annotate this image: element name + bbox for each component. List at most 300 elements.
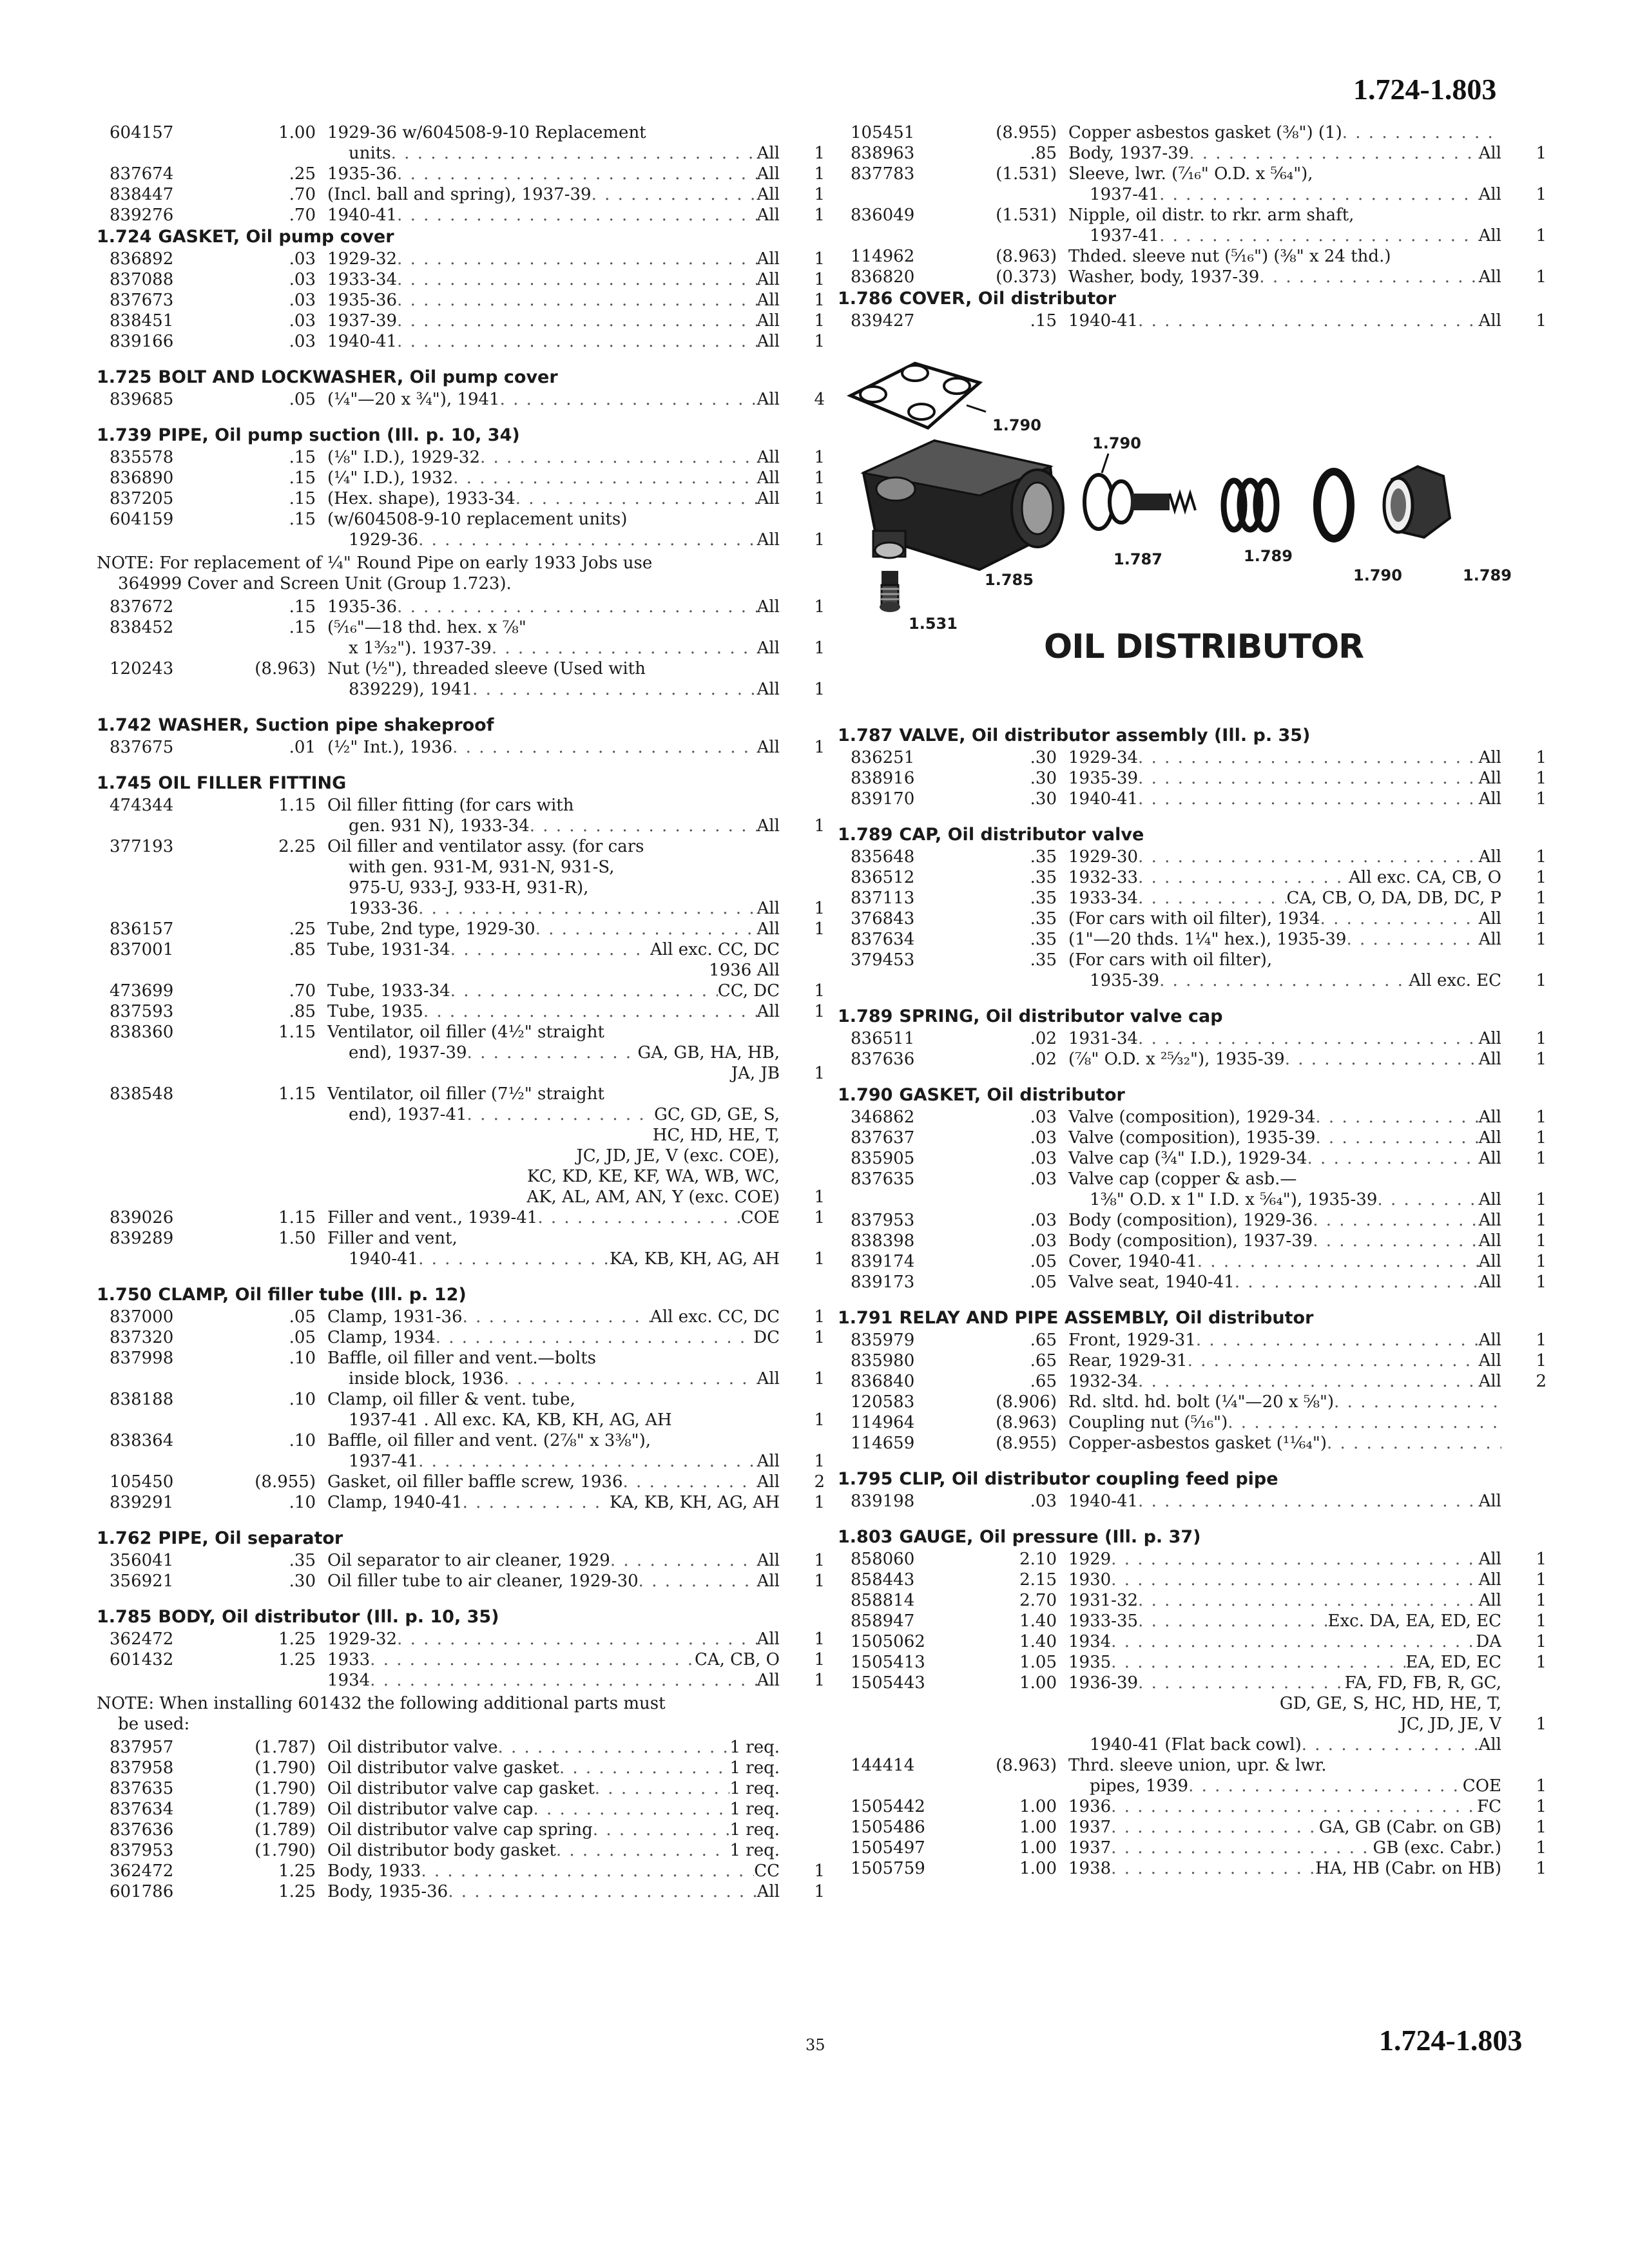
parts-table: [838, 1549, 1547, 1879]
part-description: 1934: [1068, 1632, 1112, 1651]
part-quantity: 1: [814, 1629, 825, 1649]
part-description-cell: [327, 1550, 780, 1571]
part-description: Oil separator to air cleaner, 1929: [327, 1551, 610, 1570]
part-price: 1.25: [278, 1882, 316, 1901]
part-price: .03: [289, 311, 316, 331]
part-description-cell: [1068, 1433, 1501, 1454]
part-price: .02: [1030, 1029, 1057, 1048]
part-application: COE: [1462, 1776, 1501, 1796]
part-price: .35: [1030, 909, 1057, 928]
dot-leader: [397, 249, 757, 269]
parts-section: [97, 226, 825, 352]
illustration-title: OIL DISTRIBUTOR: [1044, 628, 1364, 666]
part-row: [97, 1799, 825, 1820]
part-description-cell: [1068, 1189, 1501, 1210]
description-line: [327, 1492, 780, 1513]
part-quantity: [780, 617, 825, 638]
part-number: [97, 1125, 238, 1146]
part-quantity: 1: [1536, 1252, 1547, 1271]
part-price: .05: [289, 1307, 316, 1327]
dot-leader: [1159, 226, 1478, 246]
part-number: [838, 970, 979, 991]
description-line: [327, 1737, 780, 1758]
part-application: All: [757, 332, 780, 351]
description-line: [327, 1649, 780, 1670]
parts-table: [97, 249, 825, 352]
part-row: [97, 617, 825, 638]
description-line: [327, 164, 780, 184]
distributor-body-icon: [863, 441, 1063, 570]
part-description: Body, 1933: [327, 1861, 421, 1881]
part-application: FA, FD, FB, R, GC,: [1344, 1673, 1501, 1693]
dot-leader: [1138, 1371, 1479, 1392]
part-description: Baffle, oil filler and vent. (2⅞" x 3⅜"),: [327, 1431, 651, 1450]
dot-leader: [1315, 1107, 1478, 1128]
description-line: [327, 919, 780, 939]
dot-leader: [1138, 1611, 1327, 1631]
part-application: FC: [1477, 1797, 1501, 1816]
part-application: AK, AL, AM, AN, Y (exc. COE): [526, 1187, 780, 1207]
part-description: Oil filler fitting (for cars with: [327, 796, 574, 815]
description-line: [327, 816, 780, 836]
part-row: [97, 1043, 825, 1063]
part-description-cell: [1068, 1231, 1501, 1251]
part-description: Body, 1937-39: [1068, 144, 1190, 163]
dot-leader: [537, 1207, 740, 1228]
part-application: COE: [740, 1208, 780, 1227]
dot-leader: [500, 389, 757, 410]
part-number: [97, 143, 238, 164]
part-description-cell: [327, 795, 780, 816]
part-row: [838, 747, 1547, 768]
part-row: [97, 1104, 825, 1125]
section-title: SPRING, Oil distributor valve cap: [899, 1006, 1223, 1026]
part-application: All exc. CA, CB, O: [1349, 868, 1501, 887]
part-description: inside block, 1936: [327, 1369, 504, 1389]
section-heading: [97, 1606, 825, 1629]
part-application: HA, HB (Cabr. on HB): [1315, 1859, 1501, 1878]
part-row: [97, 1472, 825, 1492]
part-quantity: 1: [1536, 267, 1547, 287]
part-row: [838, 205, 1547, 226]
part-description: (½" Int.), 1936: [327, 738, 453, 757]
description-line: [327, 857, 780, 878]
part-description: Valve cap (¾" I.D.), 1929-34: [1068, 1149, 1307, 1168]
part-description: Tube, 2nd type, 1929-30: [327, 919, 535, 939]
part-quantity: [1501, 1673, 1547, 1693]
part-row: [838, 246, 1547, 267]
dot-leader: [1320, 908, 1479, 929]
part-description: (¼" I.D.), 1932: [327, 468, 454, 488]
dot-leader: [1259, 267, 1478, 287]
part-number: 376843: [851, 909, 915, 928]
part-price: 1.25: [278, 1861, 316, 1881]
right-sections-a: [838, 287, 1547, 331]
part-application: All: [757, 639, 780, 658]
dot-leader: [397, 597, 757, 617]
description-line: [1068, 1231, 1501, 1251]
section-heading: [97, 714, 825, 737]
part-description: 1937-41: [327, 1452, 419, 1471]
description-line: [1068, 1148, 1501, 1169]
description-line: [327, 1550, 780, 1571]
part-row: [97, 981, 825, 1001]
part-quantity: 1: [1536, 1776, 1547, 1796]
part-description: Oil distributor valve cap: [327, 1800, 534, 1819]
part-description-cell: [1068, 1251, 1501, 1272]
part-row: [97, 1758, 825, 1778]
part-row: [97, 1001, 825, 1022]
description-line: [327, 1228, 780, 1249]
part-description: Tube, 1931-34: [327, 940, 450, 959]
part-number: 837593: [110, 1002, 174, 1021]
part-number: [97, 638, 238, 658]
callout-label: 1.790: [992, 416, 1041, 434]
part-description: 1940-41: [1068, 311, 1139, 331]
part-row: [838, 1107, 1547, 1128]
section-heading: [838, 1307, 1547, 1330]
part-description-cell: [1068, 1169, 1501, 1189]
part-row: [97, 530, 825, 550]
part-description-cell: [327, 981, 780, 1001]
part-application: All: [757, 919, 780, 939]
part-description-cell: [1068, 1350, 1501, 1371]
description-line: [327, 1778, 780, 1799]
part-price: 1.40: [1019, 1632, 1057, 1651]
part-description-cell: [1068, 1549, 1501, 1570]
part-description: (Incl. ball and spring), 1937-39: [327, 185, 592, 204]
part-quantity: [1501, 246, 1547, 267]
part-description-cell: [327, 143, 780, 164]
part-quantity: 1: [814, 680, 825, 699]
dot-leader: [1138, 747, 1479, 768]
part-number: 836511: [851, 1029, 915, 1048]
part-row: [838, 164, 1547, 184]
part-row: [97, 1410, 825, 1430]
part-number: 836157: [110, 919, 174, 939]
part-number: [97, 530, 238, 550]
part-quantity: 1: [814, 1861, 825, 1881]
part-description: Ventilator, oil filler (7½" straight: [327, 1084, 604, 1104]
part-description-cell: [327, 205, 780, 226]
parts-section: [838, 823, 1547, 991]
part-application: CC, DC: [717, 981, 780, 1001]
part-quantity: 1: [1536, 909, 1547, 928]
section-number: 1.789: [838, 825, 893, 845]
part-number: 604159: [110, 510, 174, 529]
part-description: Clamp, 1934: [327, 1328, 436, 1347]
part-application: All: [1478, 1273, 1501, 1292]
part-description: 1940-41: [327, 1249, 419, 1269]
part-quantity: 1: [814, 468, 825, 488]
part-number: [838, 1714, 979, 1735]
part-description-cell: [327, 1861, 780, 1881]
parts-table: [838, 311, 1547, 331]
part-price: .03: [1030, 1211, 1057, 1230]
part-row: [838, 1169, 1547, 1189]
part-quantity: 1: [814, 1208, 825, 1227]
part-quantity: 1: [814, 597, 825, 617]
part-number: 836890: [110, 468, 174, 488]
part-description: 1935-36: [327, 291, 398, 310]
part-description: 1929-30: [1068, 847, 1139, 867]
description-line: [1068, 1631, 1501, 1652]
part-application: GB (exc. Cabr.): [1373, 1838, 1501, 1858]
part-description-cell: [327, 1629, 780, 1649]
part-application: All: [1478, 789, 1501, 809]
part-price: .15: [289, 597, 316, 617]
dot-leader: [1377, 1189, 1478, 1210]
part-number: 838398: [851, 1231, 915, 1251]
part-description-cell: [1068, 1817, 1501, 1838]
part-description-cell: [1068, 122, 1501, 143]
section-number: 1.785: [97, 1607, 152, 1627]
part-description-cell: [327, 1084, 780, 1104]
part-application: KC, KD, KE, KF, WA, WB, WC,: [526, 1167, 780, 1186]
part-application: All: [1478, 1351, 1501, 1370]
description-line: [327, 205, 780, 226]
dot-leader: [1189, 143, 1478, 164]
part-description-cell: [1068, 1776, 1501, 1796]
gasket-ring-icon: [1317, 472, 1351, 539]
parts-section: [838, 724, 1547, 809]
page-range-top: 1.724-1.803: [1353, 73, 1497, 106]
part-price: [979, 970, 1068, 991]
part-number: 839173: [851, 1273, 915, 1292]
part-description: 1929-34: [1068, 748, 1139, 767]
dot-leader: [480, 447, 757, 468]
part-price: .15: [289, 618, 316, 637]
description-line: [1068, 970, 1501, 991]
part-description-cell: [327, 509, 780, 530]
part-description: (For cars with oil filter), 1934: [1068, 909, 1320, 928]
part-price: [979, 226, 1068, 246]
part-price: (1.790): [255, 1779, 316, 1798]
description-line: [1068, 1796, 1501, 1817]
dot-leader: [397, 1629, 757, 1649]
part-price: (0.373): [996, 267, 1057, 287]
part-price: 1.00: [1019, 1838, 1057, 1858]
dot-leader: [497, 1737, 729, 1758]
part-price: .02: [1030, 1050, 1057, 1069]
callout-label: 1.531: [909, 615, 958, 633]
part-quantity: [780, 857, 825, 878]
part-number: [838, 226, 979, 246]
part-description: end), 1937-41: [327, 1105, 467, 1124]
part-number: 839198: [851, 1492, 915, 1511]
part-quantity: 4: [814, 390, 825, 409]
part-description: Gasket, oil filler baffle screw, 1936: [327, 1472, 623, 1492]
part-number: 837636: [851, 1050, 915, 1069]
part-description-cell: [1068, 768, 1501, 789]
part-description: (⅛" I.D.), 1929-32: [327, 448, 480, 467]
part-application: All: [1478, 1735, 1501, 1754]
description-line: [327, 1472, 780, 1492]
parts-table: [838, 847, 1547, 991]
part-application: All: [1478, 1252, 1501, 1271]
description-line: [1068, 164, 1501, 184]
part-price: .05: [1030, 1252, 1057, 1271]
part-description: 1937-39: [327, 311, 398, 331]
part-quantity: 1: [814, 1002, 825, 1021]
dot-leader: [397, 269, 757, 290]
part-application: 1 req.: [729, 1779, 780, 1798]
part-row: [838, 1817, 1547, 1838]
part-price: [979, 1693, 1068, 1714]
part-description-cell: [327, 1327, 780, 1348]
part-row: [97, 1571, 825, 1591]
part-description-cell: [1068, 267, 1501, 287]
part-quantity: 1: [1536, 1190, 1547, 1209]
description-line: [327, 939, 780, 960]
description-line: [1068, 1392, 1501, 1412]
part-description-cell: [1068, 950, 1501, 970]
part-row: [97, 597, 825, 617]
part-application: All: [1478, 311, 1501, 331]
parts-section: [97, 366, 825, 410]
part-number: 356921: [110, 1571, 174, 1591]
part-description-cell: [327, 1670, 780, 1691]
part-description: Sleeve, lwr. (⁷⁄₁₆" O.D. x ⁵⁄₆₄"),: [1068, 164, 1313, 184]
dot-leader: [556, 1840, 730, 1861]
part-price: [238, 1146, 327, 1166]
dot-leader: [1159, 970, 1409, 991]
part-quantity: 1: [814, 919, 825, 939]
parts-section: [97, 424, 825, 700]
section-heading: [97, 772, 825, 795]
part-description-cell: [327, 1758, 780, 1778]
parts-section: [97, 714, 825, 758]
part-row: [97, 290, 825, 311]
part-number: 837636: [110, 1820, 174, 1840]
part-price: .01: [289, 738, 316, 757]
part-description: 1932-33: [1068, 868, 1139, 887]
part-price: .35: [1030, 868, 1057, 887]
part-description: Washer, body, 1937-39: [1068, 267, 1260, 287]
part-number: [97, 1451, 238, 1472]
part-quantity: [780, 939, 825, 960]
part-number: 837637: [851, 1128, 915, 1148]
part-application: CA, CB, O, DA, DB, DC, P: [1286, 889, 1501, 908]
dot-leader: [421, 1861, 754, 1881]
description-line: [1068, 1210, 1501, 1231]
section-number: 1.791: [838, 1308, 893, 1328]
part-description-cell: [327, 919, 780, 939]
part-price: [238, 898, 327, 919]
part-quantity: 1: [1536, 930, 1547, 949]
part-price: [238, 1249, 327, 1269]
dot-leader: [1196, 1330, 1479, 1350]
part-number: 839276: [110, 206, 174, 225]
part-application: All exc. CC, DC: [650, 940, 780, 959]
description-line: [327, 249, 780, 269]
part-price: .35: [1030, 847, 1057, 867]
description-line: [1068, 226, 1501, 246]
part-description: 1933-35: [1068, 1611, 1139, 1631]
part-row: [97, 1146, 825, 1166]
section-heading: [838, 1526, 1547, 1549]
part-description: Oil distributor valve gasket: [327, 1758, 559, 1778]
part-number: 858443: [851, 1570, 915, 1590]
dot-leader: [397, 311, 757, 331]
part-description-cell: [1068, 1611, 1501, 1631]
dot-leader: [1138, 768, 1479, 789]
description-line: [327, 447, 780, 468]
description-line: [1068, 950, 1501, 970]
description-line: [1068, 1611, 1501, 1631]
part-row: [97, 795, 825, 816]
parts-section: [838, 1526, 1547, 1879]
part-quantity: 1: [814, 270, 825, 289]
dot-leader: [1307, 1148, 1479, 1169]
part-row: [838, 888, 1547, 908]
part-description-cell: [327, 638, 780, 658]
part-row: [838, 1611, 1547, 1631]
part-price: [238, 816, 327, 836]
part-number: [97, 1670, 238, 1691]
part-quantity: 1: [814, 816, 825, 836]
description-line: [327, 509, 780, 530]
part-row: [838, 1330, 1547, 1350]
part-description: Valve (composition), 1929-34: [1068, 1108, 1316, 1127]
part-quantity: [780, 795, 825, 816]
part-description-cell: [327, 1778, 780, 1799]
description-line: [1068, 789, 1501, 809]
part-quantity: 1: [814, 1410, 825, 1430]
description-line: [327, 658, 780, 679]
part-quantity: 1: [1536, 1859, 1547, 1878]
part-row: [97, 1327, 825, 1348]
part-number: [838, 184, 979, 205]
part-description: 1940-41: [1068, 789, 1139, 809]
part-number: 377193: [110, 837, 174, 856]
part-row: [838, 1231, 1547, 1251]
part-number: 837113: [851, 889, 915, 908]
part-row: [838, 908, 1547, 929]
cover-gasket-icon: [851, 363, 986, 428]
part-description: 1931-34: [1068, 1029, 1139, 1048]
part-description-cell: [1068, 205, 1501, 226]
part-quantity: 1: [814, 489, 825, 508]
part-application: DC: [753, 1328, 780, 1347]
parts-table: [838, 1107, 1547, 1293]
part-number: 839170: [851, 789, 915, 809]
part-row: [838, 1673, 1547, 1693]
part-description: gen. 931 N), 1933-34: [327, 816, 530, 836]
part-quantity: 1: [1536, 971, 1547, 990]
part-price: .65: [1030, 1331, 1057, 1350]
part-number: 837953: [851, 1211, 915, 1230]
part-price: [238, 1043, 327, 1063]
part-description: Oil distributor body gasket: [327, 1841, 556, 1860]
part-row: [97, 836, 825, 857]
part-application: All: [757, 899, 780, 918]
part-number: 120243: [110, 659, 174, 678]
dot-leader: [1111, 1570, 1478, 1590]
part-description: 1940-41: [1068, 1492, 1139, 1511]
part-price: .30: [1030, 748, 1057, 767]
description-line: [327, 1451, 780, 1472]
part-price: [238, 1063, 327, 1084]
part-quantity: 1: [1536, 1632, 1547, 1651]
part-quantity: 1: [814, 164, 825, 184]
dot-leader: [1111, 1796, 1477, 1817]
part-row: [97, 1861, 825, 1881]
part-price: 1.00: [1019, 1859, 1057, 1878]
part-application: JA, JB: [731, 1064, 780, 1083]
description-line: [1068, 1433, 1501, 1454]
part-description: Valve seat, 1940-41: [1068, 1273, 1235, 1292]
